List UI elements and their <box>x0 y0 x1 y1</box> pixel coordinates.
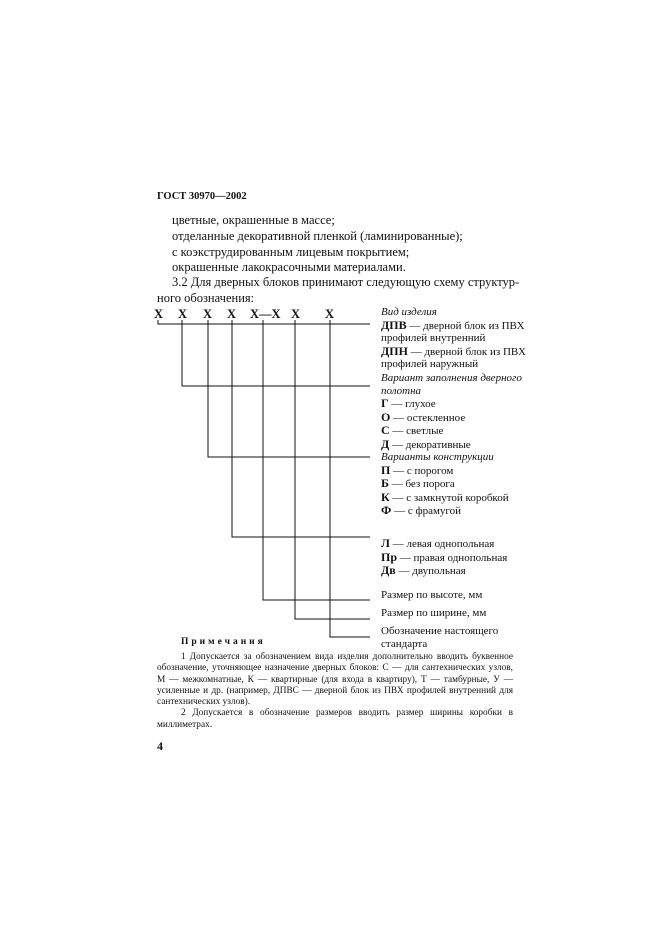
scheme-mark: X <box>203 307 213 321</box>
notes-title: Примечания <box>181 637 266 647</box>
scheme-mark: X—X <box>250 307 281 321</box>
page-number: 4 <box>157 739 163 754</box>
legend-construction: Варианты конструкции П — с порогом Б — без порога К — с замкнутой коробкой Ф — с фрамугой <box>381 451 509 517</box>
body-line: ного обозначения: <box>157 291 255 305</box>
legend-fill-variant: Вариант заполнения дверного полотна Г — глухое О — остекленное С — светлые Д — декоративные <box>381 372 522 451</box>
document-header: ГОСТ 30970—2002 <box>157 191 247 202</box>
legend-standard: Обозначение настоящего стандарта <box>381 625 499 650</box>
scheme-mark: X <box>227 307 237 321</box>
legend-product-type: Вид изделия ДПВ — дверной блок из ПВХ профилей внутренний ДПН — дверной блок из ПВХ профилей наружный <box>381 306 526 370</box>
body-line: цветные, окрашенные в массе; <box>172 213 335 227</box>
section-3-2: 3.2 Для дверных блоков принимают следующую схему структур- <box>172 275 520 289</box>
scheme-mark: X <box>325 307 335 321</box>
body-line: отделанные декоративной пленкой (ламинированные); <box>172 229 463 243</box>
legend-width: Размер по ширине, мм <box>381 607 487 619</box>
body-line: с коэкструдированным лицевым покрытием; <box>172 245 410 259</box>
legend-leaf-type: Л — левая однопольная Пр — правая однопольная Дв — двупольная <box>381 536 508 577</box>
note-1: 1 Допускается за обозначением вида изделия дополнительно вводить буквенное обозначение, уточняющее назначение дверных блоков: С — для сантехнических узлов, М — межкомнатные, К — квартирные (для входа в квартиру), Т — тамбурные, У — усиленные и др. (например, ДПВС — дверной блок из ПВХ профилей внутренний для сантехнических узлов). <box>157 652 513 708</box>
body-line: окрашенные лакокрасочными материалами. <box>172 260 406 274</box>
notes <box>157 652 513 753</box>
legend-height: Размер по высоте, мм <box>381 589 483 601</box>
scheme-mark: X <box>291 307 301 321</box>
note-2: 2 Допускается в обозначение размеров вводить размер ширины коробки в миллиметрах. <box>157 708 513 730</box>
scheme-mark: X <box>154 307 164 321</box>
scheme-mark: X <box>178 307 188 321</box>
